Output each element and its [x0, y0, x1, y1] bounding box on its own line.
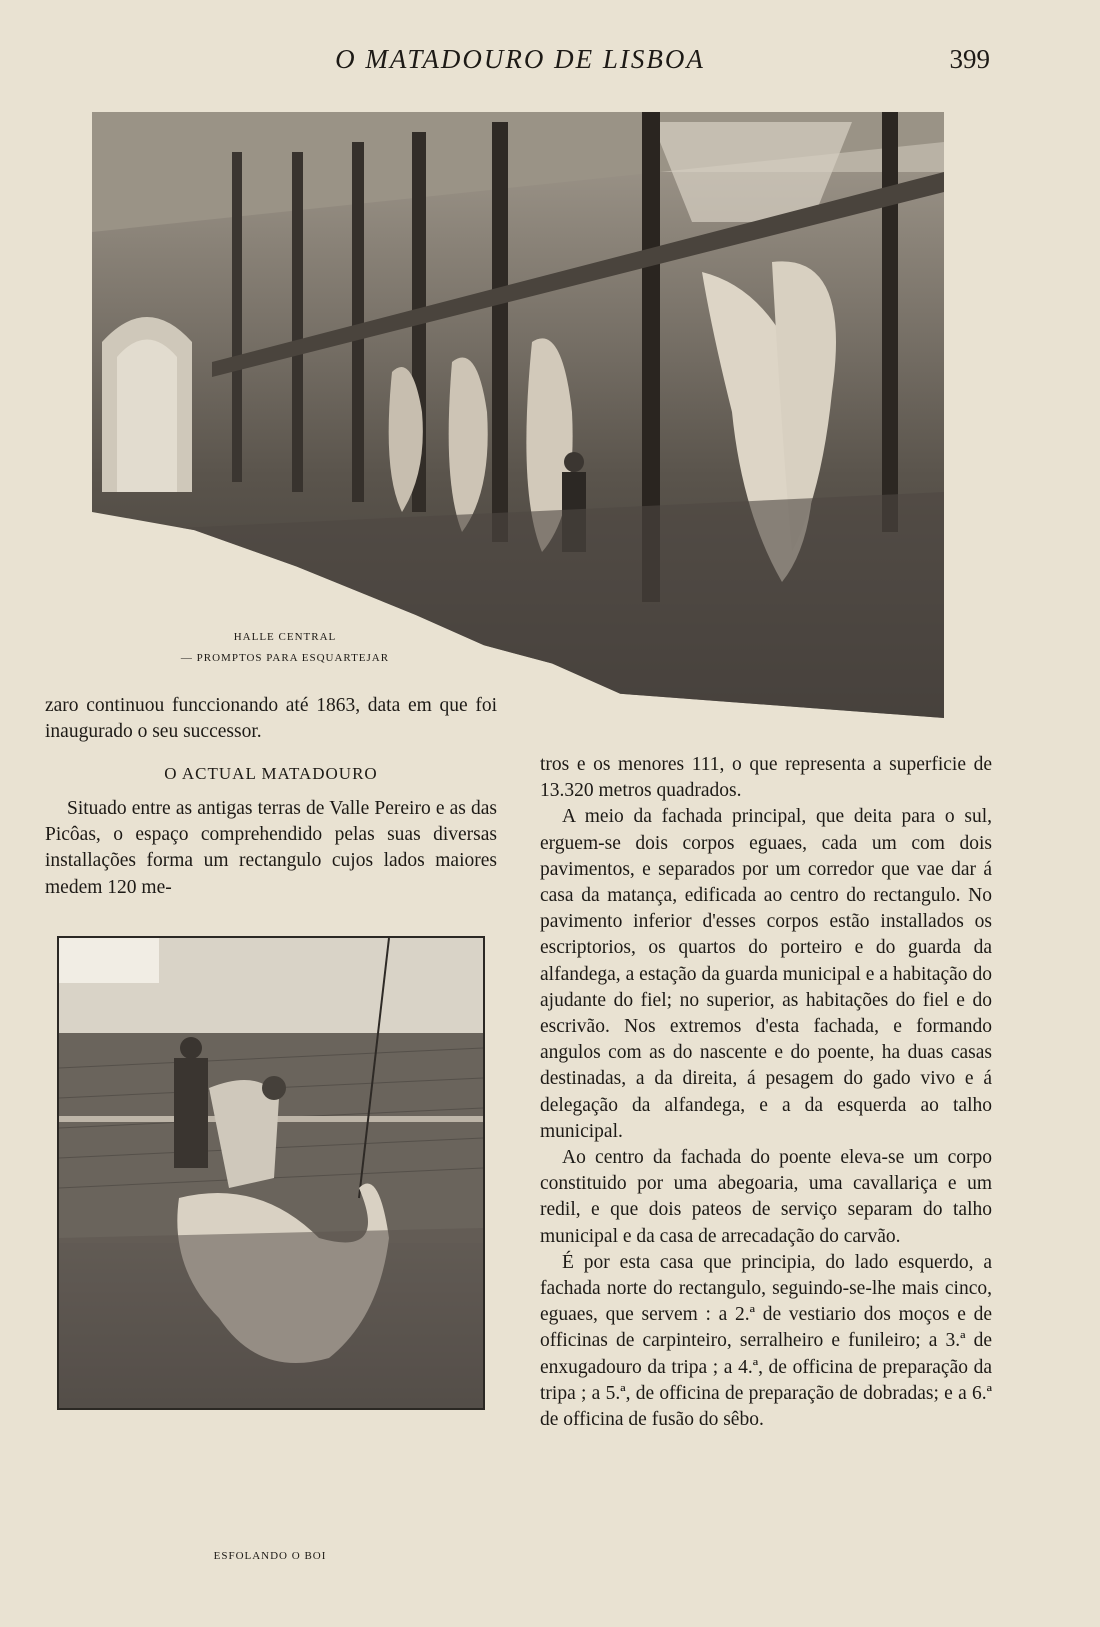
left-column-continuation	[45, 693, 497, 745]
paragraph: É por esta casa que principia, do lado esquerdo, a fachada norte do rectangulo, seguindo-se-lhe mais cinco, eguaes, que servem : a 2.ª de vestiario dos moços e de officinas de carpinteiro, serralheiro e funileiro; a 3.ª de enxugadouro da tripa ; a 4.ª, de officina de preparação da tripa ; a 5.ª, de officina de preparação de dobradas; e a 6.ª de officina de fusão do sêbo.	[540, 1251, 992, 1431]
paragraph: A meio da fachada principal, que deita para o sul, erguem-se dois corpos eguaes, cada um com dois pavimentos, e separados por um corredor que vae dar á casa da matança, edificada ao centro do rectangulo. No pavimento inferior d'esses corpos estão installados os escriptorios, os quartos do porteiro e do guarda da alfandega, a estação da guarda municipal e a habitação do ajudante do fiel; no superior, as habitações do fiel e do escrivão. Nos extremos d'esta fachada, e formando angulos com as do nascente e do poente, ha duas casas destinadas, a da direita, á pesagem do gado vivo e á delegação da alfandega, e a da esquerda ao talho municipal.	[540, 806, 992, 1142]
esfolando-illustration	[59, 938, 483, 1408]
photo-esfolando-o-boi	[57, 936, 485, 1410]
figure-caption-bottom: ESFOLANDO O BOI	[213, 1550, 327, 1562]
paragraph: Ao centro da fachada do poente eleva-se um corpo constituido por uma abegoaria, uma cavallariça e um redil, e que dois pateos de serviço separam do talho municipal e da casa de arrecadação do carvão.	[540, 1147, 992, 1247]
halle-central-illustration	[92, 112, 944, 718]
figure-caption-top-line2: — PROMPTOS PARA ESQUARTEJAR	[180, 652, 390, 664]
right-column	[540, 752, 992, 1433]
figure-caption-top-line1: HALLE CENTRAL	[233, 631, 337, 643]
left-column-paragraph	[45, 796, 497, 901]
paragraph: zaro continuou funccionando até 1863, data em que foi inaugurado o seu successor.	[45, 695, 497, 743]
photo-halle-central	[92, 112, 944, 718]
page-number: 399	[949, 44, 990, 74]
paragraph: tros e os menores 111, o que representa a superficie de 13.320 metros quadrados.	[540, 754, 992, 802]
running-head	[0, 44, 1100, 84]
page-title: O MATADOURO DE LISBOA	[335, 44, 705, 74]
section-heading: O ACTUAL MATADOURO	[164, 764, 378, 783]
paragraph: Situado entre as antigas terras de Valle Pereiro e as das Picôas, o espaço comprehendido pelas suas diversas installações forma um rectangulo cujos lados maiores medem 120 me-	[45, 798, 497, 898]
